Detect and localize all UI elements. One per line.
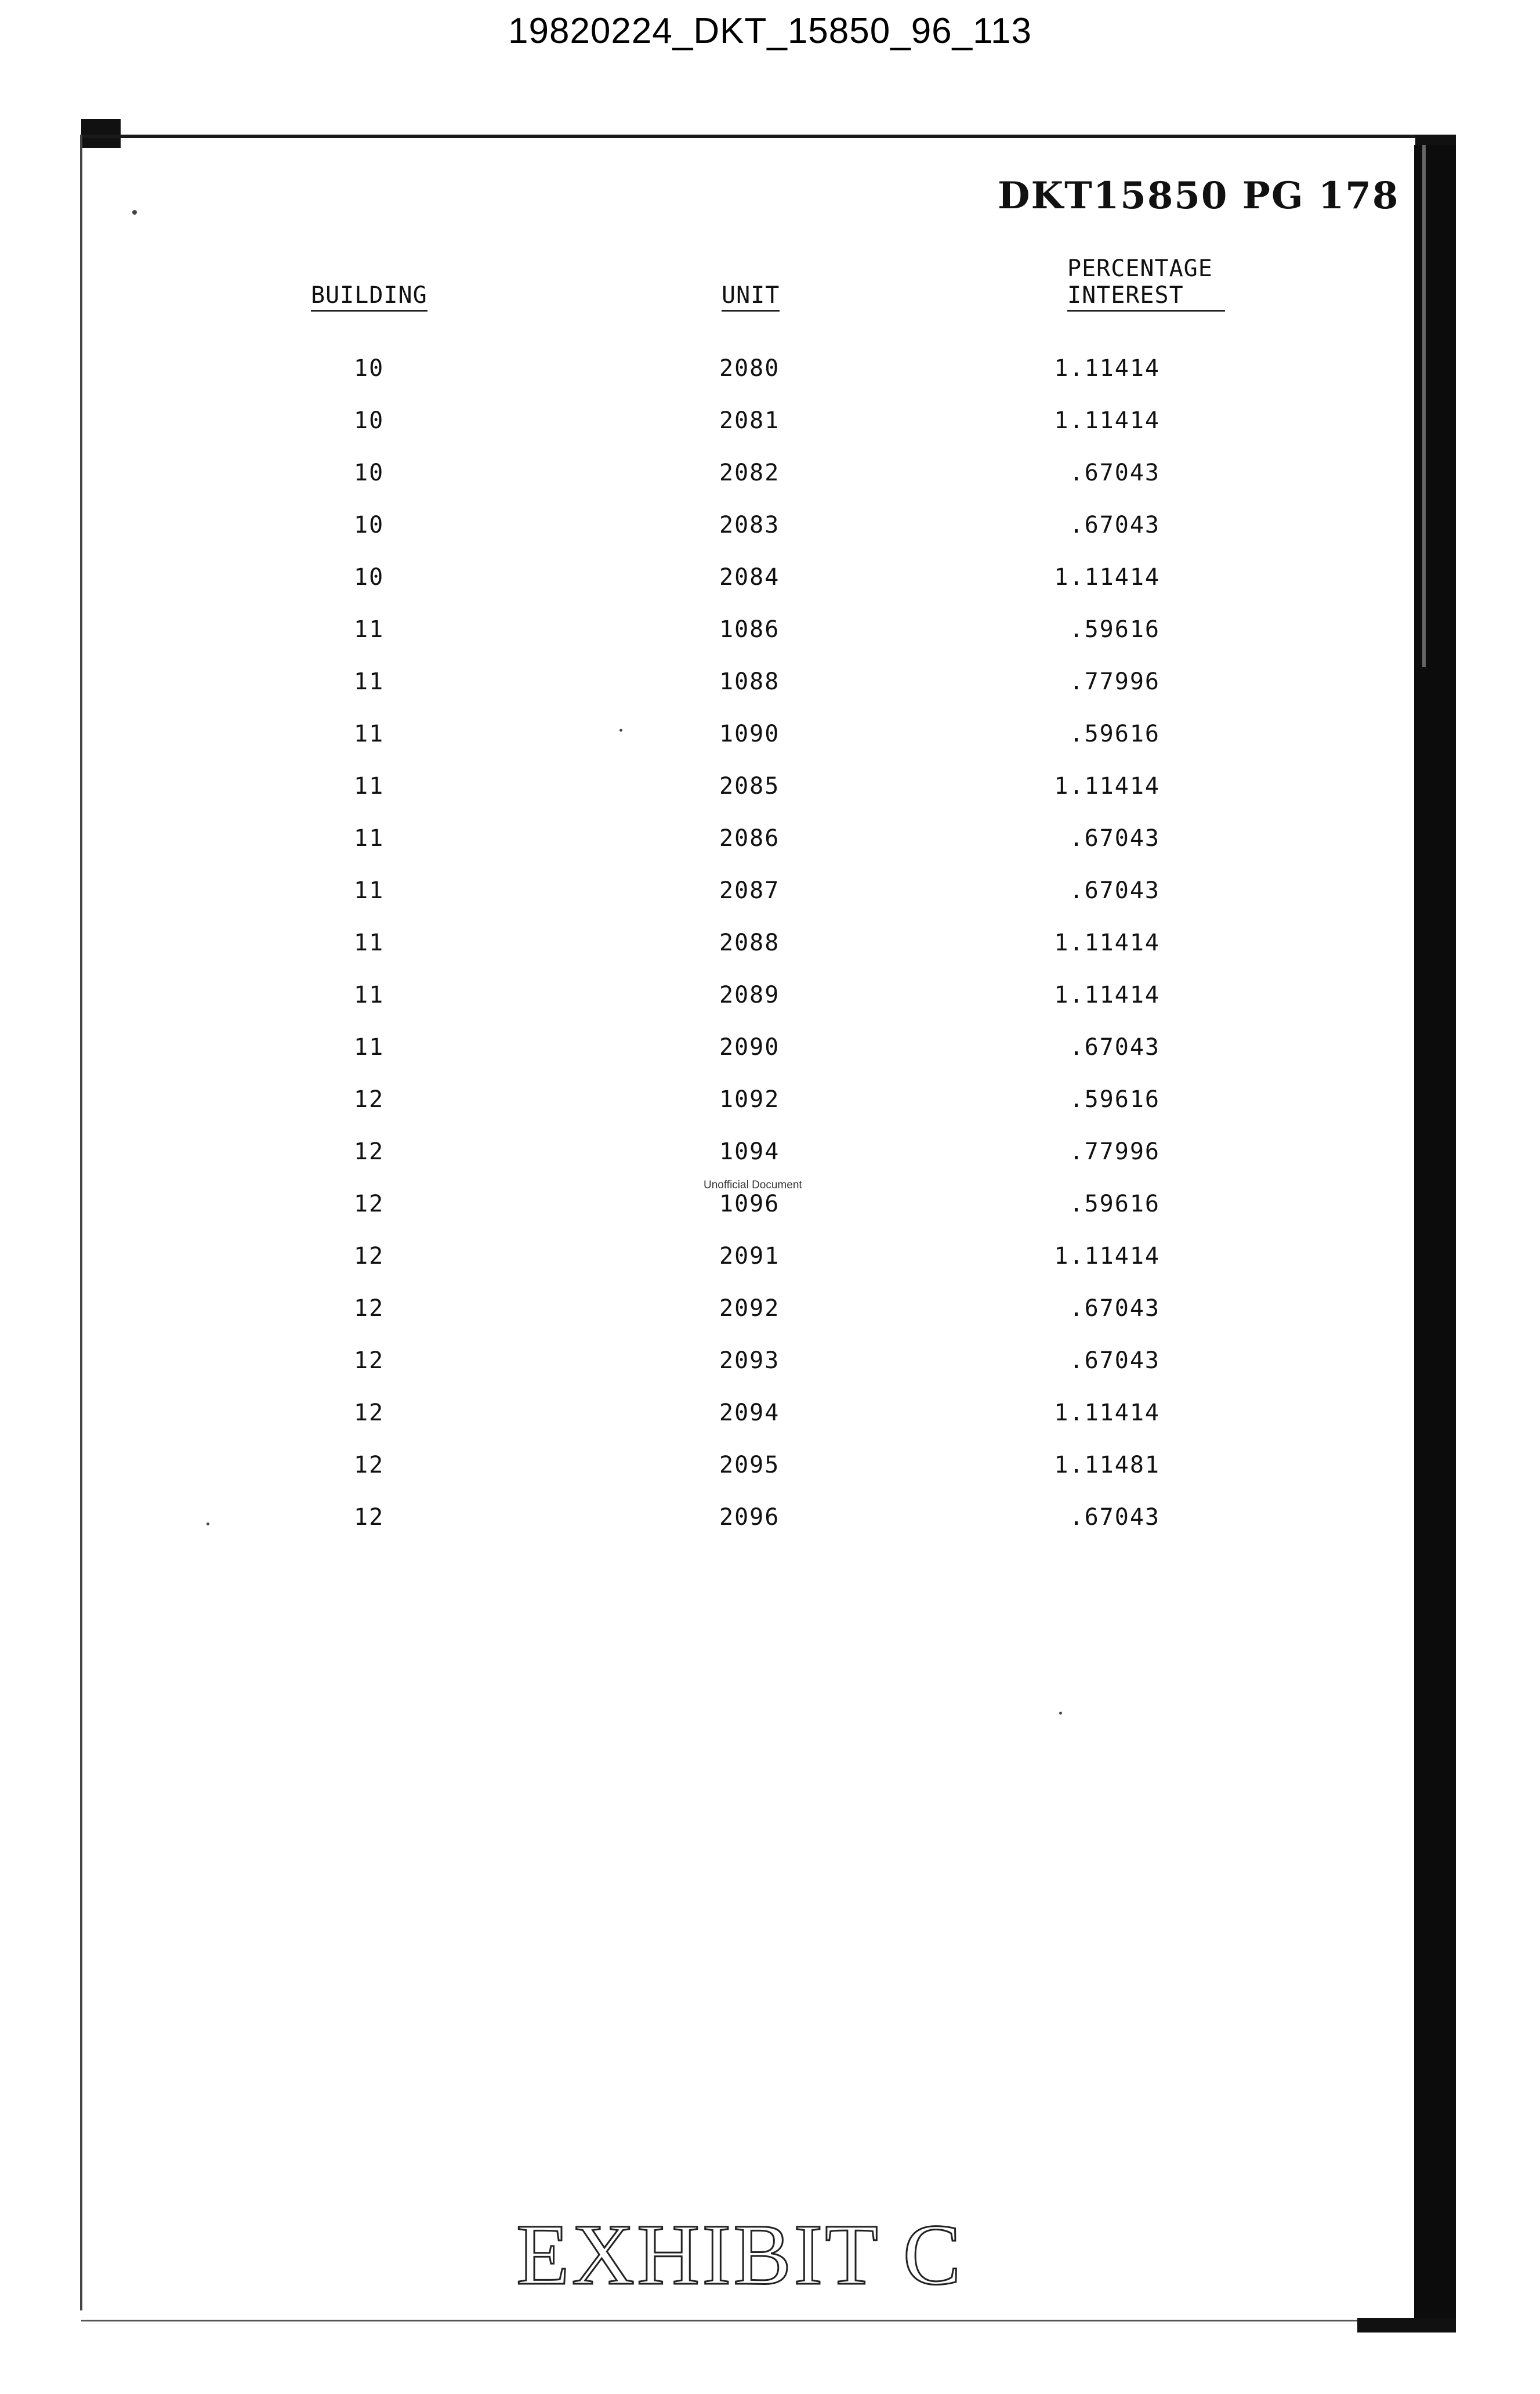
exhibit-label: EXHIBIT C	[516, 2207, 963, 2303]
percentage-cell: .59616	[1069, 721, 1160, 747]
table-row	[0, 982, 1540, 1034]
scan-border-top	[81, 135, 1456, 138]
unit-cell: 2085	[719, 773, 780, 800]
building-cell: 10	[354, 564, 385, 591]
percentage-cell: 1.11414	[1054, 355, 1160, 382]
table-row	[0, 512, 1540, 564]
scan-border-corner	[81, 119, 121, 148]
unit-cell: 2084	[719, 564, 780, 591]
table-row	[0, 616, 1540, 668]
building-cell: 11	[354, 825, 385, 852]
table-row	[0, 1347, 1540, 1399]
unit-cell: 2083	[719, 512, 780, 538]
building-cell: 11	[354, 721, 385, 747]
building-cell: 12	[354, 1452, 385, 1478]
document-id-header: 19820224_DKT_15850_96_113	[508, 11, 1032, 51]
building-cell: 10	[354, 460, 385, 486]
column-header-building	[311, 282, 427, 309]
table-row	[0, 930, 1540, 982]
building-cell: 12	[354, 1191, 385, 1217]
unit-cell: 1092	[719, 1086, 780, 1113]
unit-cell: 1090	[719, 721, 780, 747]
table-row	[0, 668, 1540, 721]
table-row	[0, 825, 1540, 877]
table-row	[0, 1295, 1540, 1347]
scan-border-bottom	[81, 2320, 1415, 2321]
building-cell: 11	[354, 773, 385, 800]
percentage-cell: 1.11414	[1054, 1243, 1160, 1270]
percentage-cell: 1.11414	[1054, 773, 1160, 800]
percentage-cell: .67043	[1069, 1034, 1160, 1061]
table-row	[0, 355, 1540, 407]
percentage-cell: .67043	[1069, 1347, 1160, 1374]
building-cell: 12	[354, 1138, 385, 1165]
table-row	[0, 877, 1540, 930]
unit-cell: 1094	[719, 1138, 780, 1165]
unit-cell: 2082	[719, 460, 780, 486]
percentage-cell: 1.11481	[1054, 1452, 1160, 1478]
unit-cell: 2088	[719, 930, 780, 956]
column-header-percentage-line2: INTEREST	[1067, 282, 1225, 312]
column-header-percentage-interest	[1067, 255, 1225, 312]
percentage-cell: 1.11414	[1054, 1399, 1160, 1426]
building-cell: 10	[354, 512, 385, 538]
table-row	[0, 773, 1540, 825]
unit-cell: 2094	[719, 1399, 780, 1426]
scan-border-corner	[1357, 2318, 1456, 2332]
unit-cell: 2086	[719, 825, 780, 852]
percentage-cell: .67043	[1069, 1504, 1160, 1531]
scan-speck	[1059, 1712, 1062, 1715]
scan-speck	[132, 210, 137, 215]
building-cell: 11	[354, 877, 385, 904]
unit-cell: 2092	[719, 1295, 780, 1322]
building-cell: 12	[354, 1504, 385, 1531]
percentage-interest-table	[0, 355, 1540, 1556]
percentage-cell: .77996	[1069, 668, 1160, 695]
table-row	[0, 1191, 1540, 1243]
table-row	[0, 564, 1540, 616]
percentage-cell: 1.11414	[1054, 930, 1160, 956]
building-cell: 11	[354, 982, 385, 1008]
unit-cell: 1086	[719, 616, 780, 643]
percentage-cell: .59616	[1069, 616, 1160, 643]
table-row	[0, 721, 1540, 773]
unit-cell: 2095	[719, 1452, 780, 1478]
table-row	[0, 407, 1540, 460]
percentage-cell: .59616	[1069, 1086, 1160, 1113]
unit-cell: 2096	[719, 1504, 780, 1531]
column-header-unit-label: UNIT	[722, 282, 780, 312]
unit-cell: 2093	[719, 1347, 780, 1374]
percentage-cell: .67043	[1069, 877, 1160, 904]
column-header-percentage-line1: PERCENTAGE	[1067, 255, 1213, 282]
unofficial-document-watermark: Unofficial Document	[704, 1179, 802, 1191]
table-row	[0, 1086, 1540, 1138]
building-cell: 12	[354, 1086, 385, 1113]
building-cell: 10	[354, 407, 385, 434]
percentage-cell: 1.11414	[1054, 407, 1160, 434]
table-row	[0, 1452, 1540, 1504]
percentage-cell: 1.11414	[1054, 564, 1160, 591]
percentage-cell: .59616	[1069, 1191, 1160, 1217]
unit-cell: 1088	[719, 668, 780, 695]
unit-cell: 2091	[719, 1243, 780, 1270]
unit-cell: 2090	[719, 1034, 780, 1061]
table-row	[0, 1034, 1540, 1086]
percentage-cell: .67043	[1069, 825, 1160, 852]
building-cell: 11	[354, 1034, 385, 1061]
percentage-cell: .67043	[1069, 460, 1160, 486]
building-cell: 11	[354, 616, 385, 643]
unit-cell: 2081	[719, 407, 780, 434]
unit-cell: 2087	[719, 877, 780, 904]
building-cell: 10	[354, 355, 385, 382]
table-row	[0, 1399, 1540, 1452]
table-row	[0, 1243, 1540, 1295]
building-cell: 12	[354, 1399, 385, 1426]
building-cell: 12	[354, 1347, 385, 1374]
table-row	[0, 460, 1540, 512]
building-cell: 11	[354, 668, 385, 695]
unit-cell: 2089	[719, 982, 780, 1008]
column-header-unit	[722, 282, 780, 309]
percentage-cell: .67043	[1069, 1295, 1160, 1322]
column-header-building-label: BUILDING	[311, 282, 427, 312]
percentage-cell: .77996	[1069, 1138, 1160, 1165]
percentage-cell: .67043	[1069, 512, 1160, 538]
unit-cell: 2080	[719, 355, 780, 382]
building-cell: 12	[354, 1295, 385, 1322]
book-page-stamp: DKT15850 PG 178	[998, 174, 1400, 218]
table-row	[0, 1504, 1540, 1556]
building-cell: 11	[354, 930, 385, 956]
unit-cell: 1096	[719, 1191, 780, 1217]
percentage-cell: 1.11414	[1054, 982, 1160, 1008]
building-cell: 12	[354, 1243, 385, 1270]
